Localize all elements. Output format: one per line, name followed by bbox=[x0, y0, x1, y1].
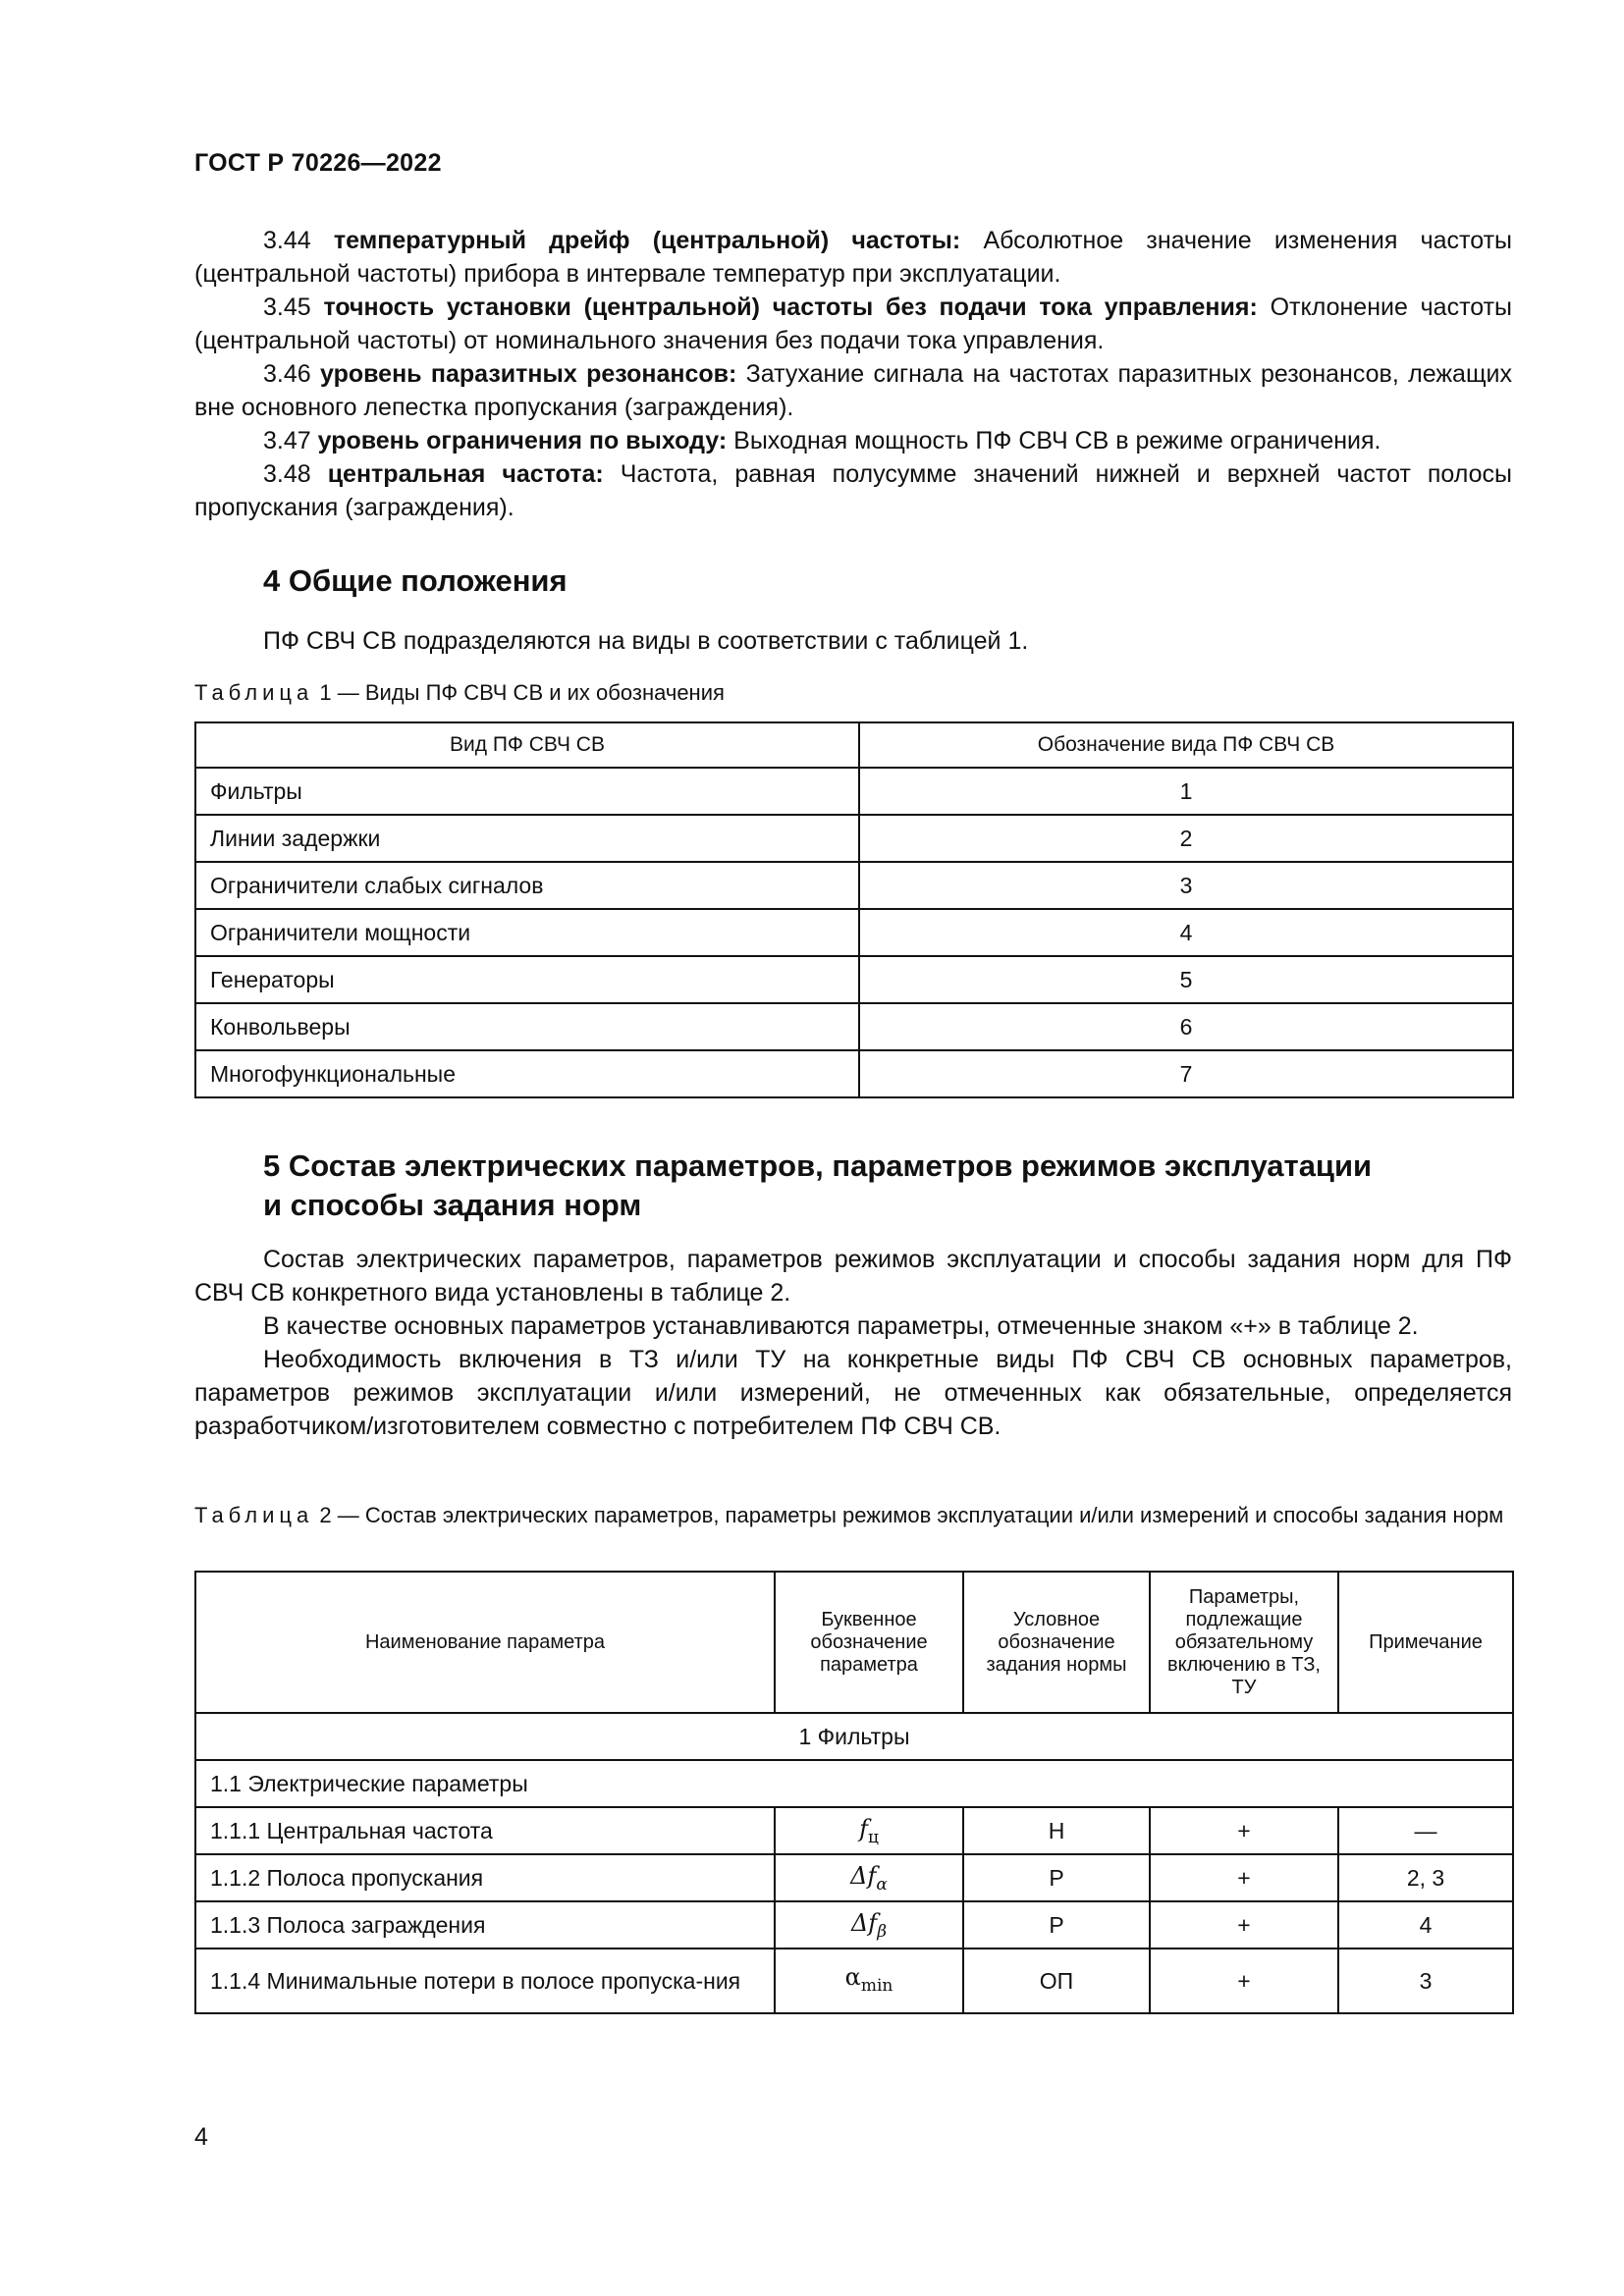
section-4-title: 4 Общие положения bbox=[263, 563, 568, 598]
table-cell: 1 bbox=[859, 768, 1513, 815]
table-row bbox=[195, 862, 1513, 909]
section-5-paragraph: Необходимость включения в ТЗ и/или ТУ на конкретные виды ПФ СВЧ СВ основных параметров, параметров режимов эксплуатации и/или измерений, не отмеченных как обязательные, определяется разработчиком/изготовителем совместно с потребителем ПФ СВЧ СВ. bbox=[194, 1346, 1512, 1440]
table-cell: 3 bbox=[859, 862, 1513, 909]
column-header: Примечание bbox=[1338, 1572, 1513, 1713]
note: 4 bbox=[1338, 1901, 1513, 1949]
definitions-block bbox=[194, 224, 1512, 524]
definition-3-47: 3.47 уровень ограничения по выходу: Выходная мощность ПФ СВЧ СВ в режиме ограничения. bbox=[263, 427, 1381, 454]
table-header-row bbox=[195, 1572, 1513, 1713]
table-cell: 2 bbox=[859, 815, 1513, 862]
parameter-symbol: $\alpha_{min}$ bbox=[775, 1949, 963, 2013]
document-id: ГОСТ Р 70226—2022 bbox=[194, 149, 442, 177]
table-cell: 6 bbox=[859, 1003, 1513, 1050]
parameter-name: 1.1.2 Полоса пропускания bbox=[195, 1854, 775, 1901]
note: 3 bbox=[1338, 1949, 1513, 2013]
table-1 bbox=[194, 721, 1514, 1098]
parameter-symbol: $\Delta f_\beta$ bbox=[775, 1901, 963, 1949]
table-row bbox=[195, 1807, 1513, 1854]
section-5-paragraph: Состав электрических параметров, параметров режимов эксплуатации и способы задания норм для ПФ СВЧ СВ конкретного вида установлены в таблице 2. bbox=[194, 1246, 1512, 1307]
table-cell: Конвольверы bbox=[195, 1003, 859, 1050]
parameter-name: 1.1.4 Минимальные потери в полосе пропуска-ния bbox=[195, 1949, 775, 2013]
table-row bbox=[195, 815, 1513, 862]
column-header: Параметры, подлежащие обязательному включению в ТЗ, ТУ bbox=[1150, 1572, 1338, 1713]
table-cell: 7 bbox=[859, 1050, 1513, 1097]
table-cell: Генераторы bbox=[195, 956, 859, 1003]
parameter-symbol: $\Delta f_\alpha$ bbox=[775, 1854, 963, 1901]
table-group-row bbox=[195, 1713, 1513, 1760]
table-2-caption: Таблица 2 — Состав электрических параметров, параметры режимов эксплуатации и/или измерений и способы задания норм bbox=[194, 1503, 1504, 1527]
group-label: 1 Фильтры bbox=[195, 1713, 1513, 1760]
table-header-row bbox=[195, 722, 1513, 768]
column-header: Обозначение вида ПФ СВЧ СВ bbox=[859, 722, 1513, 768]
table-cell: 4 bbox=[859, 909, 1513, 956]
table-row bbox=[195, 1854, 1513, 1901]
mandatory-mark: + bbox=[1150, 1949, 1338, 2013]
table-subgroup-row bbox=[195, 1760, 1513, 1807]
mandatory-mark: + bbox=[1150, 1854, 1338, 1901]
parameter-name: 1.1.3 Полоса заграждения bbox=[195, 1901, 775, 1949]
table-row bbox=[195, 909, 1513, 956]
table-row bbox=[195, 956, 1513, 1003]
section-5-title: 5 Состав электрических параметров, параметров режимов эксплуатации и способы задания норм bbox=[263, 1148, 1373, 1222]
subgroup-label: 1.1 Электрические параметры bbox=[195, 1760, 1513, 1807]
mandatory-mark: + bbox=[1150, 1901, 1338, 1949]
table-cell: Линии задержки bbox=[195, 815, 859, 862]
table-cell: Фильтры bbox=[195, 768, 859, 815]
norm-designation: ОП bbox=[963, 1949, 1150, 2013]
table-cell: Ограничители мощности bbox=[195, 909, 859, 956]
table-2 bbox=[194, 1571, 1514, 2014]
table-cell: 5 bbox=[859, 956, 1513, 1003]
note: 2, 3 bbox=[1338, 1854, 1513, 1901]
column-header: Условное обозначение задания нормы bbox=[963, 1572, 1150, 1713]
definition-3-44: 3.44 температурный дрейф (центральной) частоты: Абсолютное значение изменения частоты (центральной частоты) прибора в интервале температур при эксплуатации. bbox=[194, 227, 1512, 288]
definition-3-46: 3.46 уровень паразитных резонансов: Затухание сигнала на частотах паразитных резонансов, лежащих вне основного лепестка пропускания (заграждения). bbox=[194, 360, 1512, 421]
note: — bbox=[1338, 1807, 1513, 1854]
table-cell: Многофункциональные bbox=[195, 1050, 859, 1097]
parameter-symbol: $f_ц$ bbox=[775, 1807, 963, 1854]
norm-designation: Р bbox=[963, 1854, 1150, 1901]
section-4-paragraph: ПФ СВЧ СВ подразделяются на виды в соответствии с таблицей 1. bbox=[263, 627, 1029, 655]
mandatory-mark: + bbox=[1150, 1807, 1338, 1854]
table-cell: Ограничители слабых сигналов bbox=[195, 862, 859, 909]
column-header: Вид ПФ СВЧ СВ bbox=[195, 722, 859, 768]
column-header: Буквенное обозначение параметра bbox=[775, 1572, 963, 1713]
section-5-paragraphs bbox=[194, 1243, 1512, 1443]
column-header: Наименование параметра bbox=[195, 1572, 775, 1713]
section-5-paragraph: В качестве основных параметров устанавливаются параметры, отмеченные знаком «+» в таблице 2. bbox=[263, 1312, 1419, 1340]
table-row bbox=[195, 1901, 1513, 1949]
table-row bbox=[195, 768, 1513, 815]
page-number: 4 bbox=[194, 2123, 208, 2151]
definition-3-48: 3.48 центральная частота: Частота, равная полусумме значений нижней и верхней частот полосы пропускания (заграждения). bbox=[194, 460, 1513, 521]
norm-designation: Р bbox=[963, 1901, 1150, 1949]
definition-3-45: 3.45 точность установки (центральной) частоты без подачи тока управления: Отклонение частоты (центральной частоты) от номинального значения без подачи тока управления. bbox=[194, 294, 1513, 354]
table-row bbox=[195, 1949, 1513, 2013]
table-1-caption: Таблица 1 — Виды ПФ СВЧ СВ и их обозначения bbox=[194, 680, 725, 705]
parameter-name: 1.1.1 Центральная частота bbox=[195, 1807, 775, 1854]
norm-designation: Н bbox=[963, 1807, 1150, 1854]
table-row bbox=[195, 1050, 1513, 1097]
table-row bbox=[195, 1003, 1513, 1050]
